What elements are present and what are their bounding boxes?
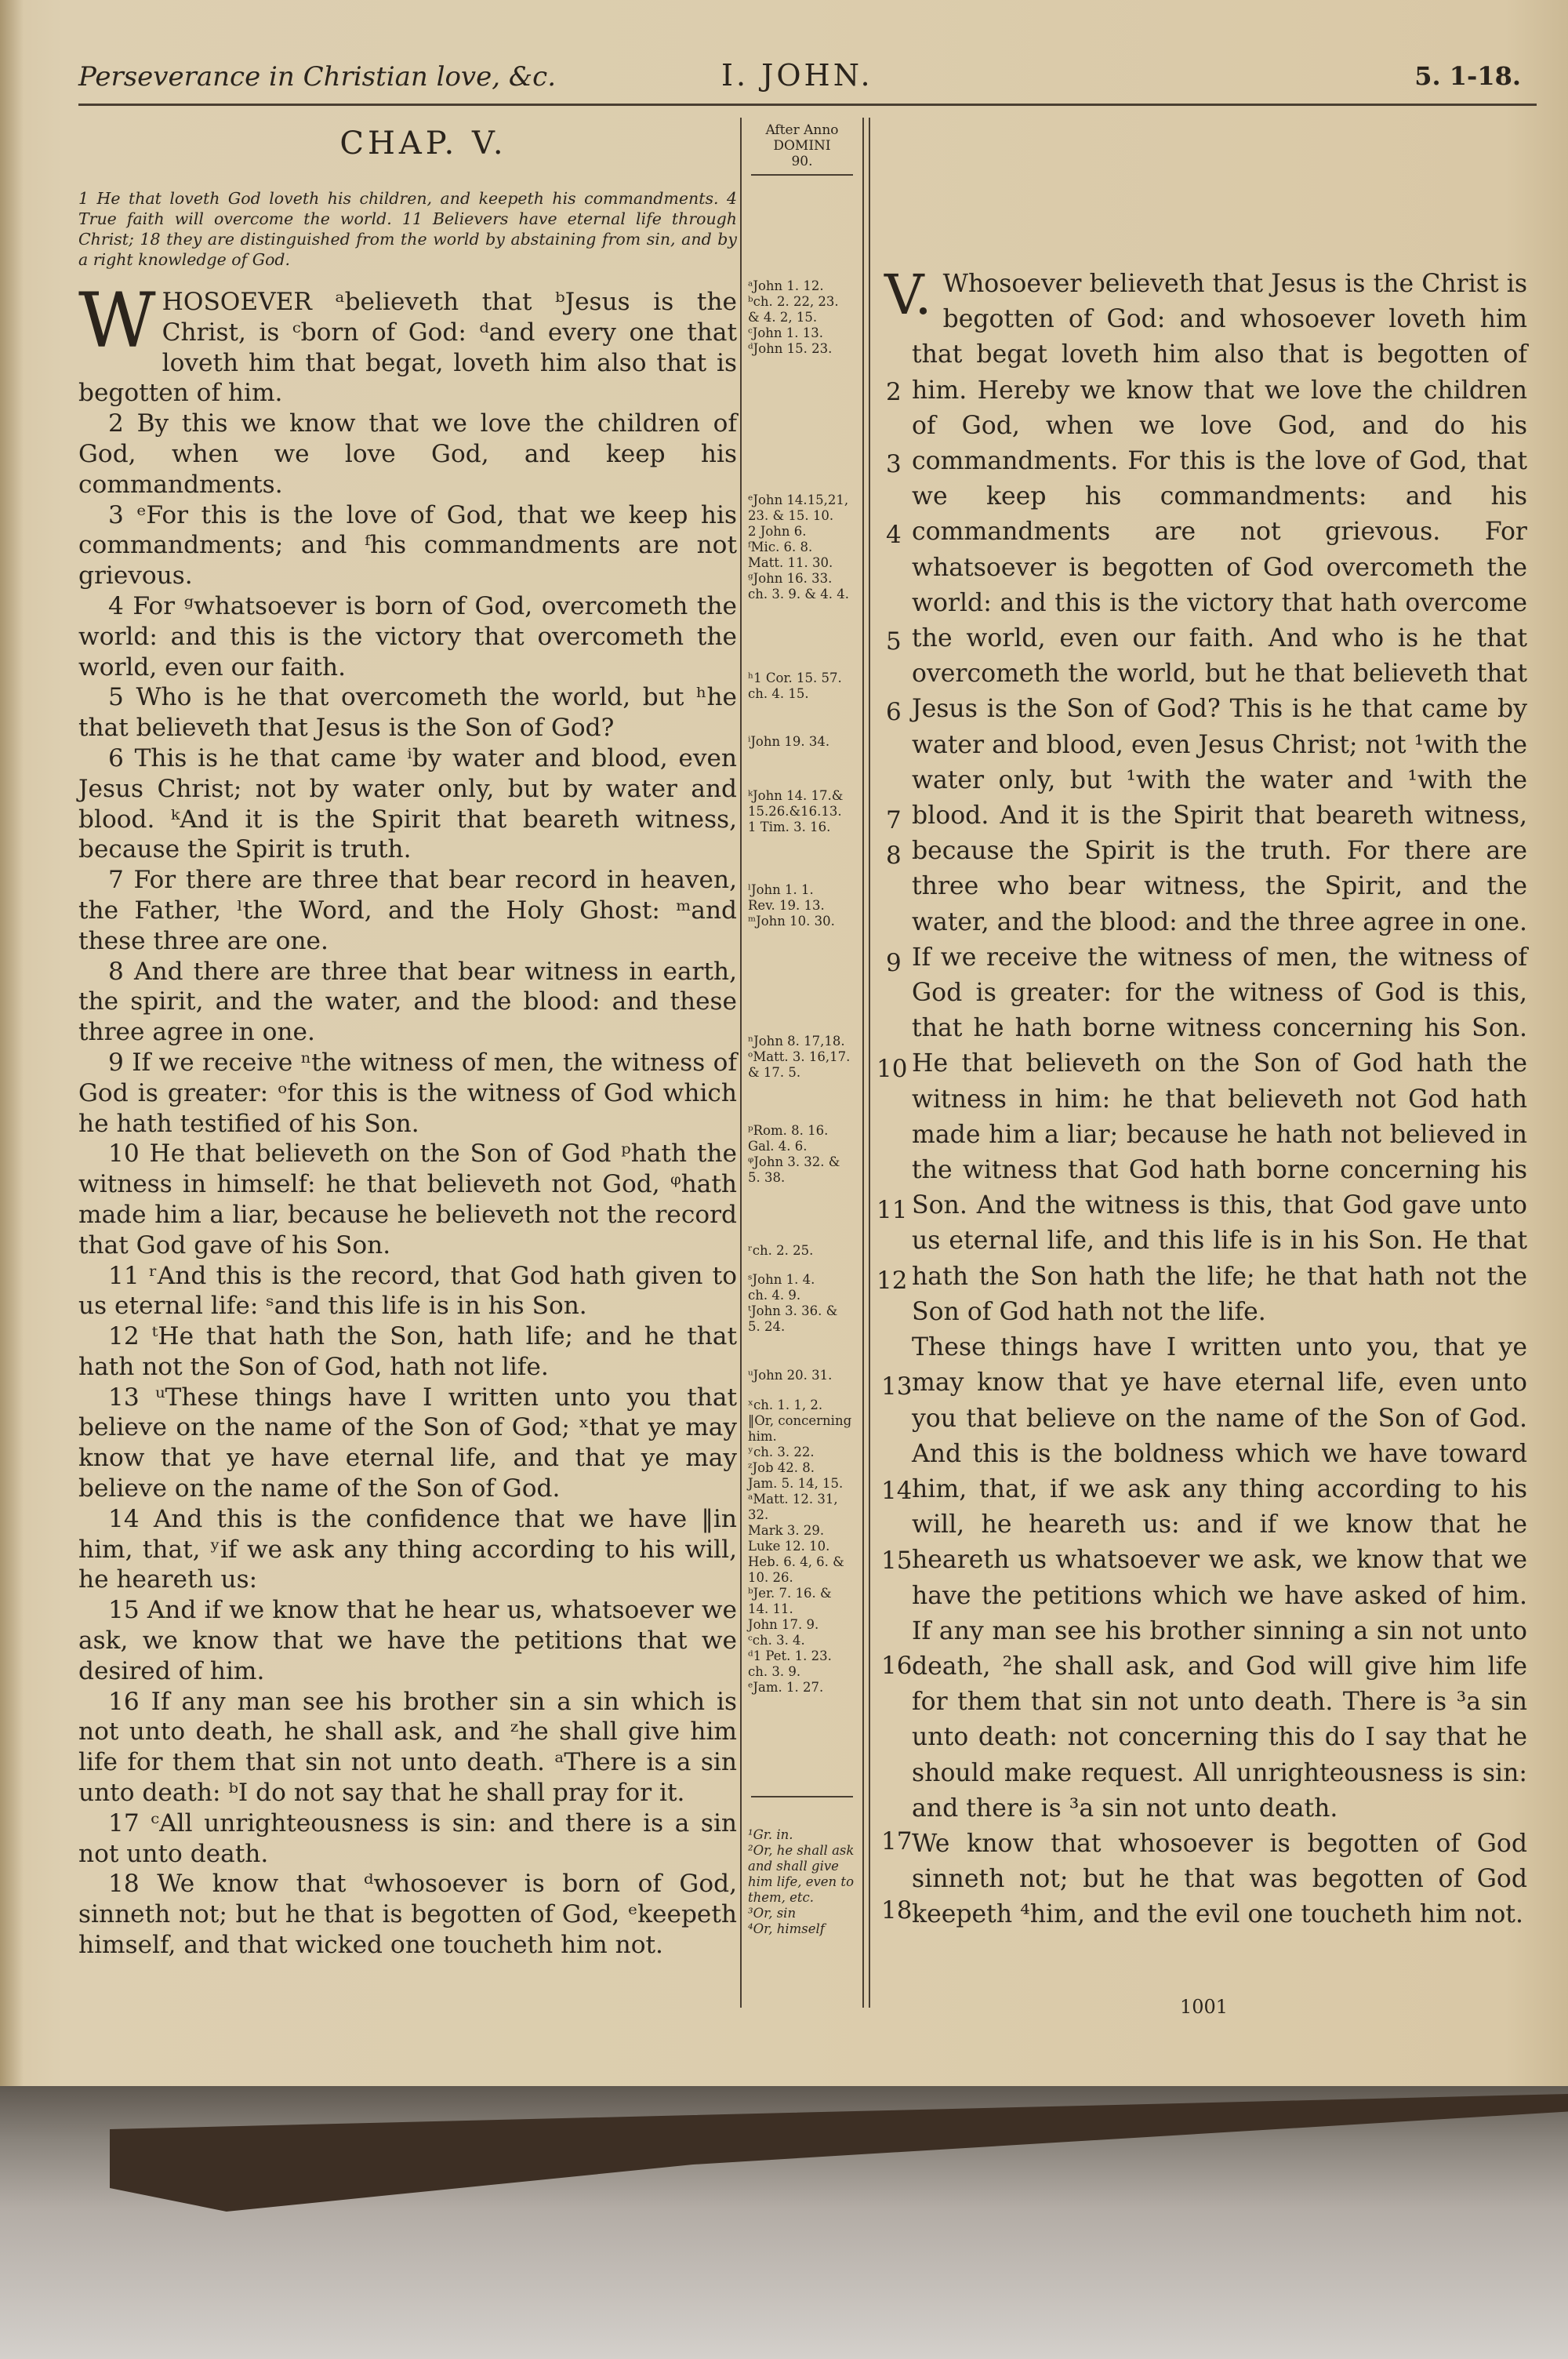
kjv-verse-9: 9 If we receive ⁿthe witness of men, the witness of God is greater: ᵒfor this is the witness of God which he hath testified of his Son. (78, 1048, 737, 1138)
margin-reference: ch. 3. 9. & 4. 4. (748, 587, 849, 602)
rv-verse-number: 8 (886, 841, 902, 870)
margin-reference: ᶜJohn 1. 13. (748, 325, 823, 340)
rv-paragraph-1-text: Whosoever believeth that Jesus is the Christ is begotten of God: and whosoever loveth him that begat loveth him also that is begotten of him. Hereby we know that we love the children of God, when we love God, and do his commandments. For this is the love of God, that we keep his commandments: and his commandments are not grievous. For whatsoever is begotten of God overcometh the world: and this is the victory that hath overcome the world, even our faith. And who is he that overcometh the world, but he that believeth that Jesus is the Son of God? This is he that came by water and blood, even Jesus Christ; not ¹with the water only, but ¹with the water and ¹with the blood. And it is the Spirit that beareth witness, because the Spirit is the truth. For there are three who bear witness, the Spirit, and the water, and the blood: and the three agree in one. If we receive the witness of men, the witness of God is greater: for the witness of God is this, that he hath borne witness concerning his Son. He that believeth on the Son of God hath the witness in him: he that believeth not God hath made him a liar; because he hath not believed in the witness that God hath borne concerning his Son. And the witness is this, that God gave unto us eternal life, and this life is in his Son. He that hath the Son hath the life; he that hath not the Son of God hath not the life. (912, 270, 1527, 1326)
margin-reference: ¹Gr. in. (748, 1827, 793, 1842)
domini-label: DOMINI (773, 138, 831, 154)
header-rule (78, 104, 1537, 106)
ref-group-3 (748, 671, 856, 702)
running-head-range: 5. 1-18. (1414, 61, 1521, 91)
rv-verse-number: 6 (886, 698, 902, 726)
kjv-column (78, 118, 737, 1961)
anno-label: After Anno (765, 122, 839, 138)
margin-reference: ᵃJohn 1. 12. (748, 278, 824, 293)
rv-verse-number: 12 (877, 1267, 908, 1295)
ref-group-6 (748, 882, 856, 929)
rv-verse-number: 9 (886, 949, 902, 977)
alternative-readings (748, 1827, 856, 1937)
margin-reference: ᵇJer. 7. 16. & (748, 1586, 832, 1601)
running-head-left: Perseverance in Christian love, &c. (78, 61, 556, 93)
margin-reference: 15.26.&16.13. (748, 804, 842, 819)
ref-group-2 (748, 493, 856, 602)
kjv-verse-16: 16 If any man see his brother sin a sin which is not unto death, he shall ask, and ᶻhe shall give him life for them that sin not unto death. ᵃThere is a sin unto death: ᵇI do not say that he shall pray for it. (78, 1687, 737, 1808)
margin-reference: ˢJohn 1. 4. (748, 1272, 815, 1287)
kjv-verse-1-text: HOSOEVER ᵃbelieveth that ᵇJesus is the Christ, is ᶜborn of God: ᵈand every one that loveth him that begat, loveth him also that is begotten of him. (78, 288, 737, 408)
anno-domini-box (742, 118, 862, 169)
kjv-verse-3: 3 ᵉFor this is the love of God, that we keep his commandments; and ᶠhis commandments are not grievous. (78, 500, 737, 591)
kjv-verse-5: 5 Who is he that overcometh the world, but ʰhe that believeth that Jesus is the Son of God? (78, 683, 737, 743)
margin-reference: ᵘJohn 20. 31. (748, 1368, 833, 1383)
margin-reference: 5. 24. (748, 1319, 786, 1334)
margin-reference: ᵏJohn 14. 17.& (748, 788, 844, 803)
margin-reference: ᵖRom. 8. 16. (748, 1123, 829, 1138)
margin-reference: ʰ1 Cor. 15. 57. (748, 671, 842, 685)
kjv-verse-14: 14 And this is the confidence that we have ‖in him, that, ʸif we ask any thing according to his will, he heareth us: (78, 1504, 737, 1594)
kjv-verse-7: 7 For there are three that bear record in heaven, the Father, ˡthe Word, and the Holy Ghost: ᵐand these three are one. (78, 866, 737, 955)
margin-reference: 2 John 6. (748, 524, 807, 539)
margin-reference: ᵇch. 2. 22, 23. (748, 294, 839, 309)
kjv-verse-17: 17 ᶜAll unrighteousness is sin: and there is a sin not unto death. (78, 1808, 737, 1868)
margin-reference: ʸch. 3. 22. (748, 1445, 815, 1459)
kjv-dropcap: W (78, 277, 156, 365)
margin-reference: Gal. 4. 6. (748, 1139, 808, 1154)
kjv-verse-18: 18 We know that ᵈwhosoever is born of God, sinneth not; but he that is begotten of God, ᵉkeepeth himself, and that wicked one toucheth him not. (78, 1870, 737, 1960)
running-head (78, 58, 1537, 100)
ref-group-11 (748, 1368, 856, 1383)
kjv-verse-6: 6 This is he that came ⁱby water and blood, even Jesus Christ; not by water only, but by water and blood. ᵏAnd it is the Spirit that beareth witness, because the Spirit is truth. (78, 743, 737, 864)
rv-verse-number: 10 (877, 1055, 908, 1083)
rv-verse-number: 7 (886, 806, 902, 834)
margin-reference: ᶠMic. 6. 8. (748, 540, 813, 554)
margin-reference: Matt. 11. 30. (748, 555, 833, 570)
anno-year: 90. (791, 154, 813, 169)
margin-reference: 1 Tim. 3. 16. (748, 820, 831, 834)
rv-verse-number: 17 (881, 1827, 913, 1856)
margin-reference: ᶜch. 3. 4. (748, 1633, 805, 1648)
margin-reference: ˡJohn 1. 1. (748, 882, 814, 897)
margin-reference: ᵍJohn 16. 33. (748, 571, 833, 586)
margin-reference: ³Or, sin (748, 1906, 797, 1921)
margin-reference: ²Or, he shall ask and shall give him life, even to them, etc. (748, 1843, 855, 1905)
chapter-title: CHAP. V. (339, 125, 507, 162)
rv-verse-number: 13 (881, 1372, 913, 1401)
kjv-verse-13: 13 ᵘThese things have I written unto you that believe on the name of the Son of God; ˣthat ye may know that ye have eternal life, and that ye may believe on the name of the Son of God. (78, 1383, 737, 1503)
margin-reference: ch. 4. 15. (748, 686, 809, 701)
kjv-verse-11: 11 ʳAnd this is the record, that God hath given to us eternal life: ˢand this life is in his Son. (78, 1261, 737, 1321)
margin-reference: 14. 11. (748, 1601, 793, 1616)
margin-reference: 23. & 15. 10. (748, 508, 834, 523)
ref-group-1 (748, 278, 856, 357)
kjv-verse-15: 15 And if we know that he hear us, whatsoever we ask, we know that we have the petitions that we desired of him. (78, 1596, 737, 1685)
margin-reference: ᵠJohn 3. 32. & (748, 1154, 840, 1169)
kjv-verse-10: 10 He that believeth on the Son of God ᵖhath the witness in himself: he that believeth not God, ᵠhath made him a liar, because he believeth not the record that God gave of his Son. (78, 1140, 737, 1259)
margin-reference: John 17. 9. (748, 1617, 819, 1632)
ref-group-8 (748, 1123, 856, 1186)
margin-reference: ᵈJohn 15. 23. (748, 341, 833, 356)
running-head-book: I. JOHN. (721, 58, 873, 93)
rv-verse-number: 5 (886, 627, 902, 656)
margin-reference: ᵃMatt. 12. 31, 32. (748, 1492, 838, 1522)
page-gutter-shadow (0, 0, 24, 2086)
margin-reference: ⁱJohn 19. 34. (748, 734, 830, 749)
margin-reference: ˣch. 1. 1, 2. (748, 1398, 823, 1412)
margin-reference: 5. 38. (748, 1170, 786, 1185)
margin-reference: ‖Or, concerning him. (748, 1413, 852, 1444)
margin-reference: Jam. 5. 14, 15. (748, 1476, 844, 1491)
margin-reference: ᵒMatt. 3. 16,17. (748, 1049, 851, 1064)
margin-reference: ch. 4. 9. (748, 1288, 801, 1303)
margin-reference: Luke 12. 10. (748, 1539, 830, 1554)
ref-group-12 (748, 1398, 856, 1696)
margin-reference: 10. 26. (748, 1570, 793, 1585)
rv-dropcap: V. (884, 263, 932, 327)
page-number: 1001 (1180, 1996, 1229, 2018)
margin-reference: & 4. 2, 15. (748, 310, 818, 325)
anno-rule (751, 174, 853, 176)
rv-paragraph-3: We know that whosoever is begotten of God sinneth not; but he that was begotten of God keepeth ⁴him, and the evil one toucheth him not. (912, 1829, 1527, 1929)
margin-reference: ᵐJohn 10. 30. (748, 914, 835, 929)
margin-reference: ᵉJohn 14.15,21, (748, 493, 849, 507)
margin-reference: ⁴Or, himself (748, 1921, 825, 1936)
margin-reference: & 17. 5. (748, 1065, 801, 1080)
ref-group-7 (748, 1034, 856, 1081)
kjv-verse-12: 12 ᵗHe that hath the Son, hath life; and he that hath not the Son of God, hath not life. (78, 1322, 737, 1381)
margin-reference: Mark 3. 29. (748, 1523, 825, 1538)
margin-reference: ᵉJam. 1. 27. (748, 1680, 824, 1695)
kjv-verse-1 (78, 277, 737, 409)
rv-verse-number: 16 (881, 1652, 913, 1680)
margin-reference: ᶻJob 42. 8. (748, 1460, 815, 1475)
margin-reference: Rev. 19. 13. (748, 898, 825, 913)
ref-group-9 (748, 1243, 856, 1259)
margin-reference: ᵈ1 Pet. 1. 23. (748, 1648, 832, 1663)
margin-reference: ch. 3. 9. (748, 1664, 801, 1679)
rv-verse-number: 3 (886, 450, 902, 478)
chapter-argument: 1 He that loveth God loveth his children, and keepeth his commandments. 4 True faith will overcome the world. 11 Believers have eternal life through Christ; 18 they are distinguished from the world by abstaining from sin, and by a right knowledge of God. (78, 189, 737, 269)
kjv-verse-8: 8 And there are three that bear witness in earth, the spirit, and the water, and the blood: and these three agree in one. (78, 957, 737, 1047)
alt-readings-rule (751, 1796, 853, 1797)
ref-group-10 (748, 1272, 856, 1335)
margin-reference: Heb. 6. 4, 6. & (748, 1554, 844, 1569)
rv-verse-number: 18 (881, 1896, 913, 1925)
rv-verse-number: 11 (877, 1196, 908, 1224)
rv-paragraph-2: These things have I written unto you, that ye may know that ye have eternal life, even unto you that believe on the name of the Son of God. And this is the boldness which we have toward him, that, if we ask any thing according to his will, he heareth us: and if we know that he heareth us whatsoever we ask, we know that we have the petitions which we have asked of him. If any man see his brother sinning a sin not unto death, ²he shall ask, and God will give him life for them that sin not unto death. There is ³a sin unto death: not concerning this do I say that he should make request. All unrighteousness is sin: and there is ³a sin not unto death. (912, 1333, 1527, 1823)
rv-paragraph-1 (884, 263, 1527, 1330)
column-rule (869, 118, 870, 2008)
ref-group-5 (748, 788, 856, 835)
margin-reference: ʳch. 2. 25. (748, 1243, 814, 1258)
rv-verse-number: 14 (881, 1477, 913, 1505)
margin-reference: ⁿJohn 8. 17,18. (748, 1034, 845, 1049)
ref-group-4 (748, 734, 856, 750)
rv-column (884, 263, 1527, 1933)
kjv-verse-4: 4 For ᵍwhatsoever is born of God, overcometh the world: and this is the victory that overcometh the world, even our faith. (78, 591, 737, 682)
rv-verse-number: 15 (881, 1547, 913, 1575)
rv-verse-number: 2 (886, 378, 902, 406)
margin-reference: ᵗJohn 3. 36. & (748, 1303, 838, 1318)
rv-verse-number: 4 (886, 521, 902, 549)
kjv-verse-2: 2 By this we know that we love the children of God, when we love God, and keep his commandments. (78, 409, 737, 499)
